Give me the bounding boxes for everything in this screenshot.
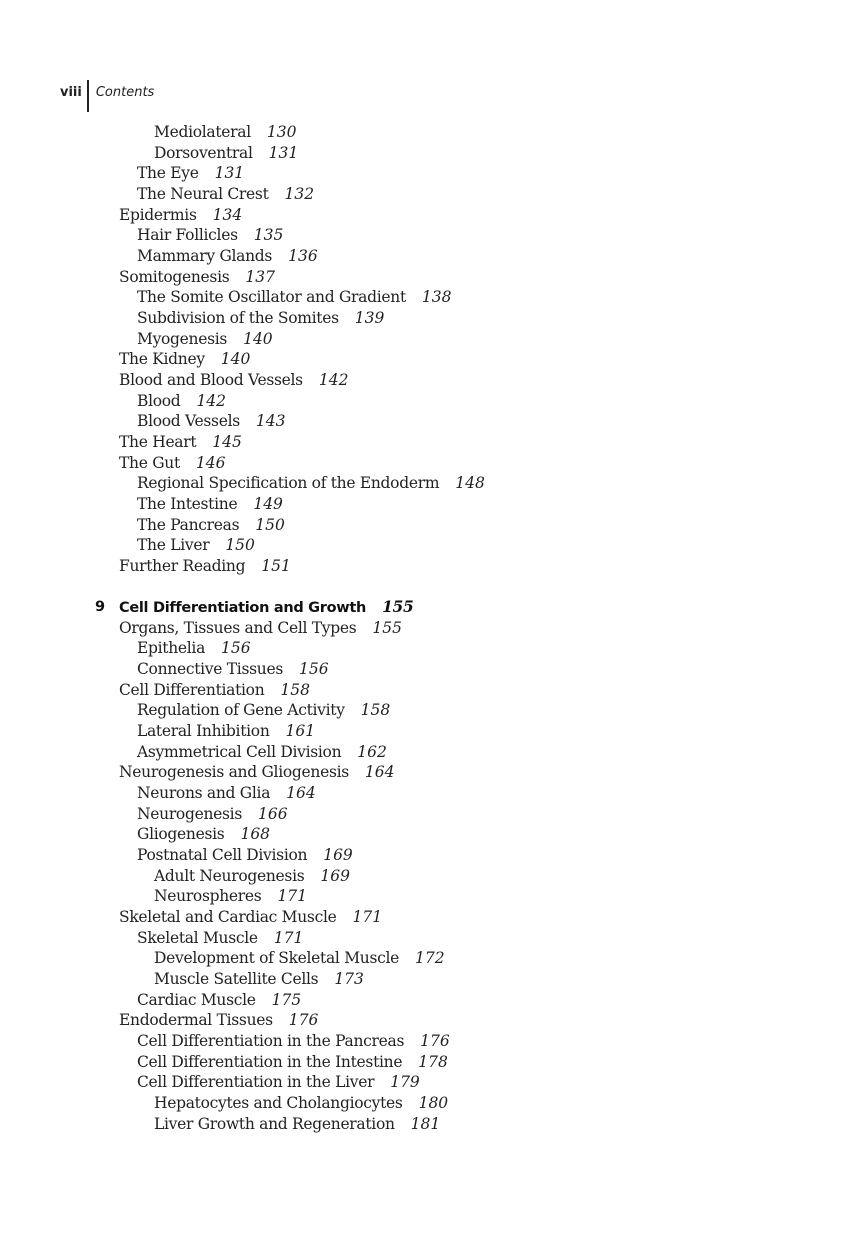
toc-entry[interactable]: Blood Vessels 143 xyxy=(137,412,286,430)
toc-entry[interactable]: The Kidney 140 xyxy=(119,350,251,368)
toc-entry[interactable]: Asymmetrical Cell Division 162 xyxy=(137,743,387,761)
toc-entry[interactable]: Adult Neurogenesis 169 xyxy=(154,867,350,885)
chapter-page-number: 155 xyxy=(382,597,414,616)
toc-entry[interactable]: Gliogenesis 168 xyxy=(137,825,271,843)
toc-entry[interactable]: Epidermis 134 xyxy=(119,206,243,224)
toc-entry[interactable]: Endodermal Tissues 176 xyxy=(119,1011,319,1029)
toc-entry[interactable]: Somitogenesis 137 xyxy=(119,268,275,286)
toc-entry[interactable]: Skeletal and Cardiac Muscle 171 xyxy=(119,908,383,926)
toc-entry[interactable]: Cell Differentiation in the Intestine 178 xyxy=(137,1053,448,1071)
toc-entry[interactable]: Hair Follicles 135 xyxy=(137,226,284,244)
toc-entry[interactable]: Neurons and Glia 164 xyxy=(137,784,316,802)
toc-entry[interactable]: The Pancreas 150 xyxy=(137,516,285,534)
toc-entry[interactable]: Myogenesis 140 xyxy=(137,330,273,348)
toc-entry[interactable]: The Intestine 149 xyxy=(137,495,283,513)
toc-entry[interactable]: Regulation of Gene Activity 158 xyxy=(137,701,391,719)
toc-entry[interactable]: Liver Growth and Regeneration 181 xyxy=(154,1115,441,1133)
toc-entry[interactable]: The Somite Oscillator and Gradient 138 xyxy=(137,288,452,306)
toc-entry[interactable]: Organs, Tissues and Cell Types 155 xyxy=(119,619,402,637)
header-rule xyxy=(87,80,89,112)
running-head xyxy=(60,80,154,112)
section-title: Contents xyxy=(95,85,155,100)
toc-entry[interactable]: Postnatal Cell Division 169 xyxy=(137,846,353,864)
toc-entry[interactable]: Subdivision of the Somites 139 xyxy=(137,309,385,327)
toc-entry[interactable]: Muscle Satellite Cells 173 xyxy=(154,970,364,988)
toc-entry[interactable]: Connective Tissues 156 xyxy=(137,660,329,678)
chapter-title: Cell Differentiation and Growth 155 xyxy=(119,597,414,616)
toc-entry[interactable]: Cell Differentiation in the Pancreas 176 xyxy=(137,1032,450,1050)
toc-entry[interactable]: Further Reading 151 xyxy=(119,557,291,575)
toc-entry[interactable]: Development of Skeletal Muscle 172 xyxy=(154,949,445,967)
toc-entry[interactable]: Mammary Glands 136 xyxy=(137,247,318,265)
toc-entry[interactable]: The Neural Crest 132 xyxy=(137,185,315,203)
chapter-number: 9 xyxy=(95,599,106,615)
toc-entry[interactable]: Skeletal Muscle 171 xyxy=(137,929,304,947)
toc-entry[interactable]: Hepatocytes and Cholangiocytes 180 xyxy=(154,1094,449,1112)
toc-entry[interactable]: Neurogenesis 166 xyxy=(137,805,288,823)
toc-entry[interactable]: Blood 142 xyxy=(137,392,227,410)
toc-entry[interactable]: The Gut 146 xyxy=(119,454,226,472)
toc-entry[interactable]: Regional Specification of the Endoderm 148 xyxy=(137,474,485,492)
toc-entry[interactable]: The Liver 150 xyxy=(137,536,255,554)
toc-entry[interactable]: Cell Differentiation in the Liver 179 xyxy=(137,1073,420,1091)
toc-entry[interactable]: Cell Differentiation 158 xyxy=(119,681,310,699)
toc-entry[interactable]: Blood and Blood Vessels 142 xyxy=(119,371,349,389)
page-folio: viii xyxy=(60,85,82,100)
toc-entry[interactable]: Neurogenesis and Gliogenesis 164 xyxy=(119,763,395,781)
toc-entry[interactable]: The Heart 145 xyxy=(119,433,242,451)
toc-entry[interactable]: Neurospheres 171 xyxy=(154,887,308,905)
toc-entry[interactable]: Epithelia 156 xyxy=(137,639,251,657)
toc-entry[interactable]: Mediolateral 130 xyxy=(154,123,297,141)
toc-entry[interactable]: Dorsoventral 131 xyxy=(154,144,299,162)
chapter-heading[interactable] xyxy=(0,597,868,617)
toc-entry[interactable]: Lateral Inhibition 161 xyxy=(137,722,316,740)
toc-entry[interactable]: The Eye 131 xyxy=(137,164,245,182)
toc-entry[interactable]: Cardiac Muscle 175 xyxy=(137,991,302,1009)
